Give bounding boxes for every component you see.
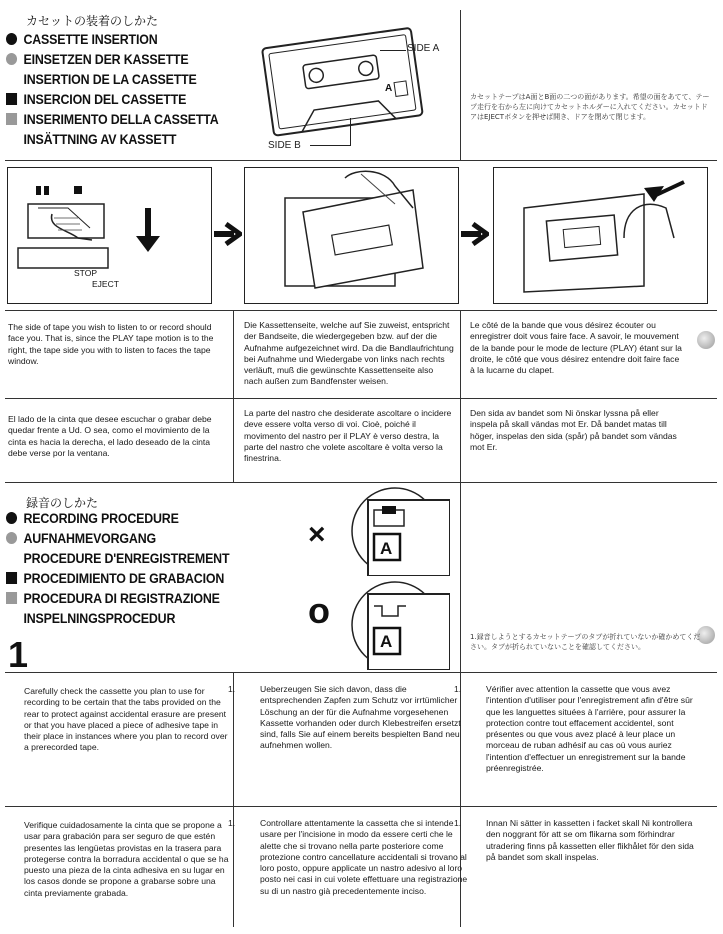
side-b-label: SIDE B [268,140,301,151]
insertion-text-it: La parte del nastro che desiderate ascoltare o incidere deve essere volta verso di voi. Cioè, poiché il movimento del nastro per il PLAY è verso destra, la parte del nastro che volete ascoltare è volta verso la finestrina. [244,408,452,464]
bullet-circle-icon [6,532,17,544]
tab-broken-illustration [340,486,450,576]
arrow-right-icon [459,222,489,246]
recording-title-text: PROCEDIMIENTO DE GRABACION [23,571,225,586]
insertion-text-es: El lado de la cinta que desee escuchar o grabar debe quedar frente a Ud. O sea, como el movimiento de la cinta es hacia la derecha, el lado deseado de la cinta debe verse por la ventana. [8,414,212,458]
bullet-blank-icon [6,133,17,145]
cassette-illustration [255,18,455,158]
divider-mid-text [5,398,717,399]
insertion-title-text: CASSETTE INSERTION [23,32,158,47]
divider-above-text [5,310,717,311]
bullet-square-icon [6,572,17,584]
bullet-square-icon [6,113,17,125]
recording-jp-title: 録音のしかた [26,496,99,510]
side-b-pointer [310,145,350,146]
insert-cassette-illustration [245,168,458,303]
divider-under-header [5,160,717,161]
step-text-en: Carefully check the cassette you plan to use for recording to be certain that the tabs provided on the rear to protect against accidental erasure are present or that you have placed a piece of adhesive tape in their place in instances where you plan to record over a prerecorded tape. [24,686,228,753]
insertion-title-text: EINSETZEN DER KASSETTE [23,52,189,67]
bullet-circle-icon [6,53,17,65]
recording-title-text: AUFNAHMEVORGANG [23,531,156,546]
bullet-blank-icon [6,73,17,85]
bullet-blank-icon [6,612,17,624]
insertion-jp-title: カセットの装着のしかた [26,14,159,28]
bullet-circle-icon [6,512,17,524]
divider-section [5,482,717,483]
bullet-square-icon [6,93,17,105]
cassette-side-letter: A [380,632,393,651]
insertion-title-item [6,50,219,70]
side-a-pointer [380,50,406,51]
step-text-it: 1. Controllare attentamente la cassetta che si intende usare per l'incisione in modo da essere certi che le alette che si trovano nella parte posteriore come protezione contro cancellature accidentali si trovano al loro posto, oppure applicate un nastro adesivo al loro posto nei casi in cui volete effettuare una registrazione su di un nastro già precedentemente inciso. [228,818,468,896]
recording-jp-note: 1.録音しようとするカセットテープのタブが折れていないか確かめてください。タブが折られていないことを確認してください。 [470,633,701,651]
cross-mark-icon: × [308,518,326,551]
insertion-title-list [6,30,237,150]
insertion-text-de: Die Kassettenseite, welche auf Sie zuweist, entspricht der Bandseite, die wiedergegeben bzw. auf der die Aufnahme aufgezeichnet wird. Da die Bandlaufrichtung bei Aufnahme und Wiedergabe von links nach rechts verläuft, muß die gewünschte Kassettenseite also nach außen zum Bandfenster weisen. [244,320,454,387]
recording-title-item [6,569,229,589]
recording-title-item [6,609,229,629]
recording-title-text: PROCEDURA DI REGISTRAZIONE [23,591,220,606]
side-a-label: SIDE A [407,43,440,54]
insertion-text-sv: Den sida av bandet som Ni önskar lyssna på eller inspela på skall vändas mot Er. Då bandet matas till höger, inspelas den sida (spår) på bandet som vändas mot Er. [470,408,677,452]
recording-title-item [6,549,229,569]
recording-title-item [6,529,229,549]
divider-step-mid [5,806,717,807]
insertion-jp-note: カセットテープはA面とB面の二つの面があります。希望の面をあてて、テープ走行を右から左に向けてカセットホルダーに入れてください。カセットドアはEJECTボタンを押せば開き、ドアを閉めて閉じます。 [470,93,710,121]
recording-title-text: RECORDING PROCEDURE [23,511,179,526]
panel-insert [244,167,459,304]
recording-title-list [6,509,249,629]
recording-title-text: INSPELNINGSPROCEDUR [23,611,176,626]
panel-close [493,167,708,304]
side-b-pointer-up [350,118,351,146]
insertion-title-item [6,70,219,90]
divider-rec-vertical [460,482,461,672]
divider-text-col1 [233,310,234,482]
recording-title-item [6,589,229,609]
tab-intact-illustration [340,580,450,670]
bullet-blank-icon [6,552,17,564]
insertion-title-text: INSERCION DEL CASSETTE [23,92,187,107]
divider-rec-steps [5,672,717,673]
circle-mark-icon: o [308,590,330,631]
arrow-right-icon [212,222,242,246]
recording-title-item [6,509,229,529]
step-text-es: Verifique cuidadosamente la cinta que se propone a usar para grabación para ser seguro de que estén presentes las lengüetas provistas en la trasera para protegerse contra la borradura accidental o que se ha puesto una pieza de la cinta adhesiva en su lugar en los casos donde se propone a grabarse sobre una cinta previamente grabada. [24,820,229,898]
bullet-square-icon [6,592,17,604]
insertion-title-item [6,30,219,50]
insertion-title-item [6,90,219,110]
stop-label: STOP [74,268,97,278]
step-text-de: 1. Ueberzeugen Sie sich davon, dass die entsprechenden Zapfen zum Schutz vor irrtümlicher Löschung an der für die Aufnahme vorgesehenen Kassette vorhanden oder durch Klebestreifen ersetzt sind, falls Sie auf einem bereits bespielten Band neu aufnehmen wollen. [228,684,461,751]
divider-top-vertical [460,10,461,160]
binder-hole [697,331,715,349]
step-text-sv: 1. Innan Ni sätter in kassetten i facket skall Ni kontrollera den noggrant för att se om flikarna som förhindrar utradering finns på kassetten eller flikhålet för den sida på bandet som skall inspelas. [454,818,694,862]
divider-text-col2 [460,310,461,482]
insertion-title-text: INSÄTTNING AV KASSETT [23,132,177,147]
insertion-text-fr: Le côté de la bande que vous désirez écouter ou enregistrer doit vous faire face. A savoir, le mouvement de la bande pour le mode de lecture (PLAY) étant sur la droite, le côté que vous désirez entendre doit faire face à la lucarne du clapet. [470,320,682,376]
cassette-side-letter: A [380,539,393,558]
bullet-circle-icon [6,33,17,45]
insertion-title-text: INSERTION DE LA CASSETTE [23,72,197,87]
eject-label: EJECT [92,279,119,289]
recording-title-text: PROCEDURE D'ENREGISTREMENT [23,551,230,566]
step-text-fr: 1. Vérifier avec attention la cassette que vous avez l'intention d'utiliser pour l'enregistrement afin d'être sûr que les languettes situées à l'arrière, pour assurer la protection contre tout effacement accidentel, sont présentes ou que vous avez placé à leur place un morceau de ruban adhésif au cas où vous auriez l'intention d'effectuer un enregistrement sur la bande préenregistrée. [454,684,693,774]
insertion-title-item [6,110,219,130]
close-door-illustration [494,168,707,303]
insertion-text-en: The side of tape you wish to listen to or record should face you. That is, since the PLAY tape motion is to the right, the tape side you with to listen to faces the tape window. [8,322,214,366]
insertion-title-text: INSERIMENTO DELLA CASSETTA [23,112,219,127]
cassette-side-letter: A [385,83,393,94]
insertion-title-item [6,130,219,150]
step-number: 1 [8,634,29,675]
